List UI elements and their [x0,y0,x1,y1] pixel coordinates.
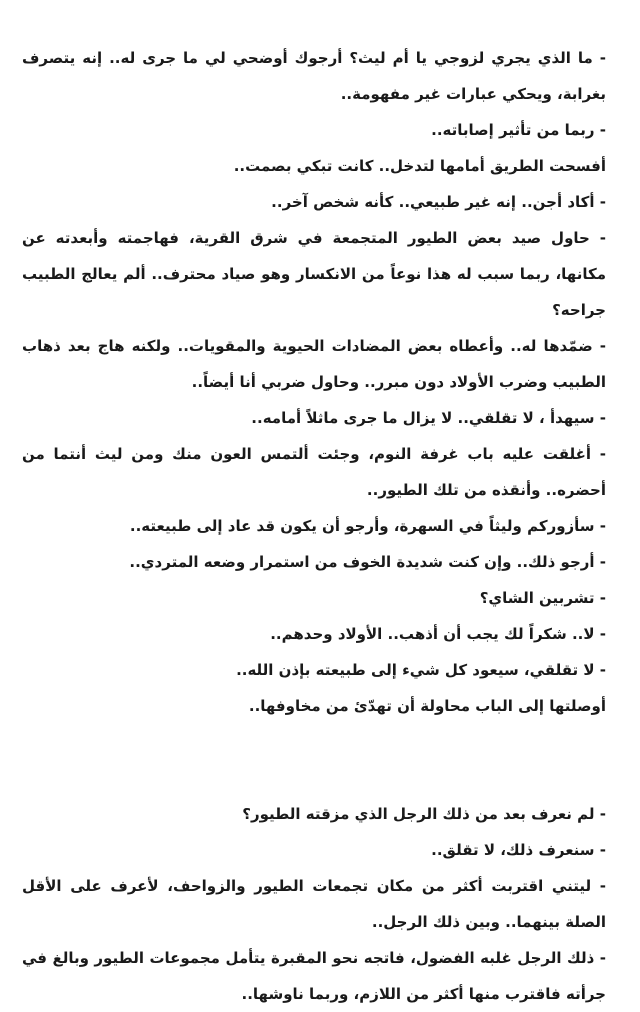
paragraph-16: - سنعرف ذلك، لا تقلق.. [431,841,606,859]
paragraph-15: - لم نعرف بعد من ذلك الرجل الذي مزقته الطيور؟ [242,805,606,823]
paragraph-18: - ذلك الرجل غلبه الفضول، فاتجه نحو المقبرة يتأمل مجموعات الطيور وبالغ في جرأته فاقترب منها أكثر من اللازم، وربما ناوشها.. [22,949,606,1003]
paragraph-2: - ربما من تأثير إصاباته.. [431,121,606,139]
paragraph-7: - سيهدأ ، لا تقلقي.. لا يزال ما جرى ماثلاً أمامه.. [251,409,606,427]
paragraph-8: - أغلقت عليه باب غرفة النوم، وجئت ألتمس العون منك ومن ليث أنتما من أحضره.. وأنقذه من تلك الطيور.. [22,445,606,499]
paragraph-11: - تشربين الشاي؟ [479,589,606,607]
document-page [22,40,606,1012]
paragraph-1: - ما الذي يجري لزوجي يا أم ليث؟ أرجوك أوضحي لي ما جرى له.. إنه يتصرف بغرابة، ويحكي عبارات غير مفهومة.. [22,49,606,103]
section-break [22,724,606,796]
paragraph-10: - أرجو ذلك.. وإن كنت شديدة الخوف من استمرار وضعه المتردي.. [129,553,606,571]
paragraph-6: - ضمّدها له.. وأعطاه بعض المضادات الحيوية والمقويات.. ولكنه هاج بعد ذهاب الطبيب وضرب الأولاد دون مبرر.. وحاول ضربي أنا أيضاً.. [22,337,606,391]
paragraph-4: - أكاد أجن.. إنه غير طبيعي.. كأنه شخص آخر.. [271,193,606,211]
paragraph-3: أفسحت الطريق أمامها لتدخل.. كانت تبكي بصمت.. [233,157,606,175]
paragraph-9: - سأزوركم وليثاً في السهرة، وأرجو أن يكون قد عاد إلى طبيعته.. [129,517,606,535]
paragraph-17: - ليتني اقتربت أكثر من مكان تجمعات الطيور والزواحف، لأعرف على الأقل الصلة بينهما.. وبين ذلك الرجل.. [22,877,606,931]
paragraph-5: - حاول صيد بعض الطيور المتجمعة في شرق القرية، فهاجمته وأبعدته عن مكانها، ربما سبب له هذا نوعاً من الانكسار وهو صياد محترف.. ألم يعالج الطبيب جراحه؟ [22,229,606,319]
paragraph-12: - لا.. شكراً لك يجب أن أذهب.. الأولاد وحدهم.. [270,625,606,643]
paragraph-13: - لا تقلقي، سيعود كل شيء إلى طبيعته بإذن الله.. [236,661,606,679]
paragraph-14: أوصلتها إلى الباب محاولة أن تهدّئ من مخاوفها.. [248,697,606,715]
